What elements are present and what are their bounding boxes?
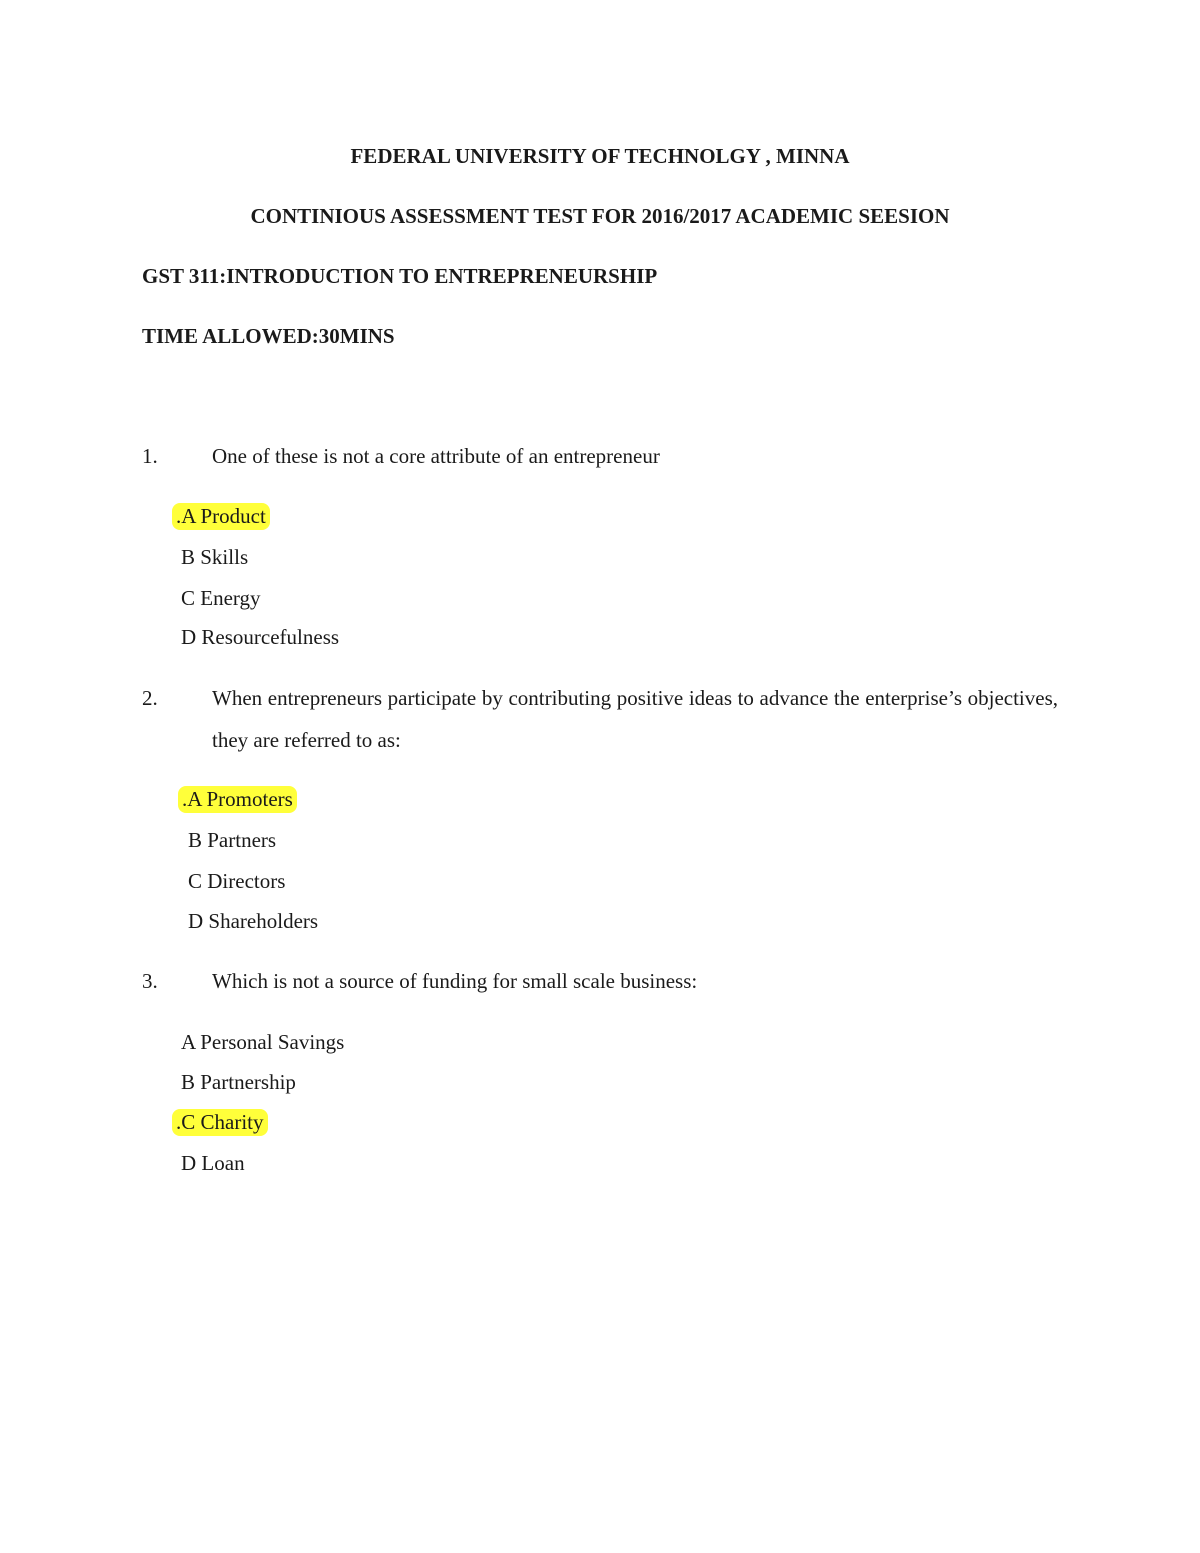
option-c [172,1108,268,1136]
highlighted-answer: .A Promoters [178,786,297,813]
option-d: D Shareholders [188,909,319,933]
option-a [178,785,297,813]
question-text: One of these is not a core attribute of an entrepreneur [212,444,660,468]
question-number: 3. [142,969,158,993]
option-b: B Partnership [181,1070,296,1094]
university-name: FEDERAL UNIVERSITY OF TECHNOLGY , MINNA [350,144,850,168]
question-number: 1. [142,444,158,468]
option-c: C Energy [181,586,261,610]
option-b: B Partners [188,828,277,852]
test-title: CONTINIOUS ASSESSMENT TEST FOR 2016/2017 ACADEMIC SEESION [250,204,950,228]
option-a [172,502,270,530]
time-allowed: TIME ALLOWED:30MINS [142,324,395,348]
option-c: C Directors [188,869,286,893]
highlighted-answer: .A Product [172,503,270,530]
question-text: Which is not a source of funding for small scale business: [212,969,698,993]
question-text: When entrepreneurs participate by contributing positive ideas to advance the enterprise’s objectives, they are referred to as: [212,686,1058,752]
highlighted-answer: .C Charity [172,1109,268,1136]
option-a: A Personal Savings [181,1030,345,1054]
course-title: GST 311:INTRODUCTION TO ENTREPRENEURSHIP [142,264,658,288]
option-d: D Loan [181,1151,245,1175]
question-number: 2. [142,686,158,710]
option-d: D Resourcefulness [181,625,340,649]
option-b: B Skills [181,545,249,569]
